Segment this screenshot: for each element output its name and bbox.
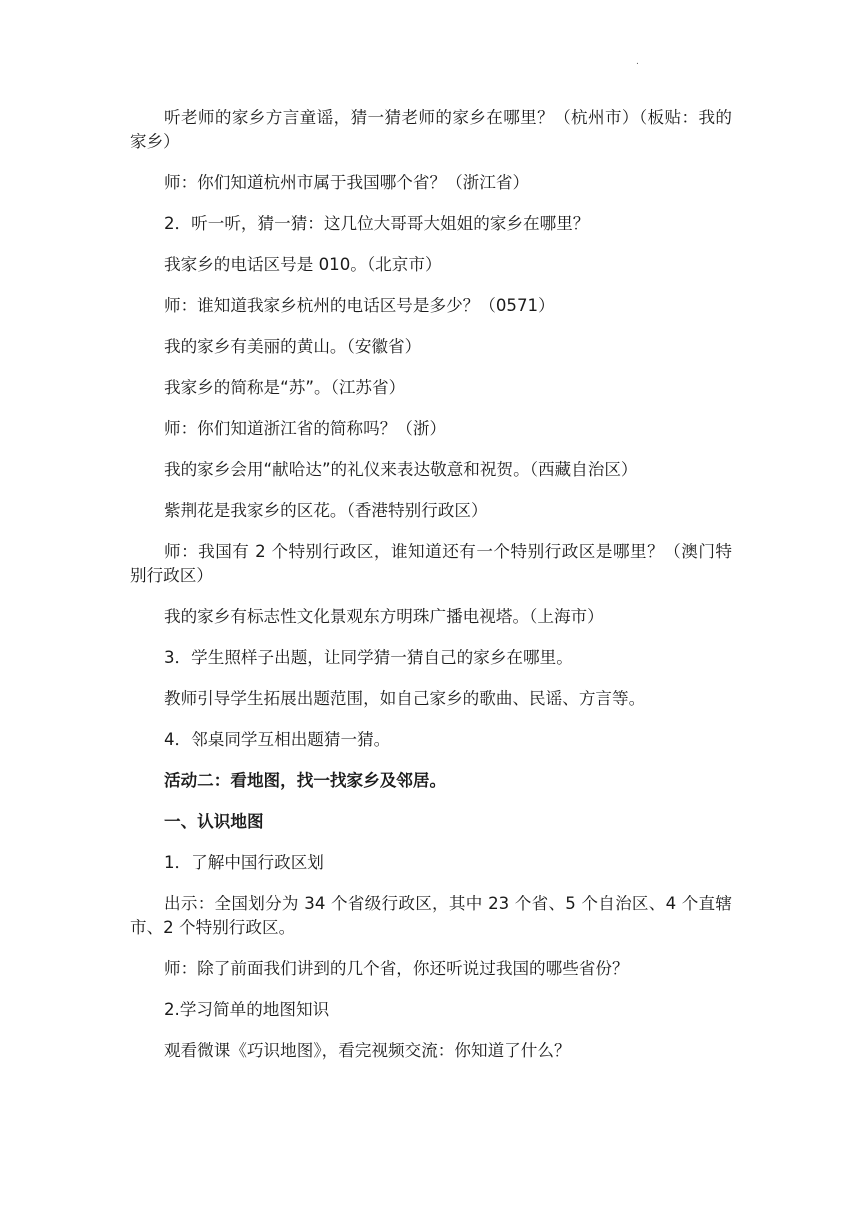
paragraph-special-regions: 师：我国有 2 个特别行政区，谁知道还有一个特别行政区是哪里？（澳门特别行政区） — [130, 542, 732, 585]
paragraph-oriental-pearl: 我的家乡有标志性文化景观东方明珠广播电视塔。（上海市） — [164, 607, 604, 626]
paragraph-other-provinces: 师：除了前面我们讲到的几个省，你还听说过我国的哪些省份？ — [164, 959, 629, 978]
document-body — [130, 106, 732, 1080]
paragraph-listen-guess: 2．听一听，猜一猜：这几位大哥哥大姐姐的家乡在哪里？ — [164, 214, 590, 233]
header-mark: . — [636, 57, 639, 67]
paragraph-student-questions: 3．学生照样子出题，让同学猜一猜自己的家乡在哪里。 — [164, 648, 573, 667]
paragraph-deskmates: 4．邻桌同学互相出题猜一猜。 — [164, 730, 391, 749]
paragraph-zhe: 师：你们知道浙江省的简称吗？（浙） — [164, 419, 447, 438]
paragraph-admin-divisions: 1．了解中国行政区划 — [164, 853, 324, 872]
paragraph-area-code-hangzhou: 师：谁知道我家乡杭州的电话区号是多少？（0571） — [164, 296, 555, 315]
paragraph-dialect-rhyme: 听老师的家乡方言童谣，猜一猜老师的家乡在哪里？（杭州市）（板贴：我的家乡） — [130, 108, 732, 151]
paragraph-huangshan: 我的家乡有美丽的黄山。（安徽省） — [164, 337, 422, 356]
paragraph-su: 我家乡的简称是“苏”。（江苏省） — [164, 378, 406, 397]
paragraph-map-knowledge: 2.学习简单的地图知识 — [164, 1000, 330, 1019]
paragraph-hada: 我的家乡会用“献哈达”的礼仪来表达敬意和祝贺。（西藏自治区） — [164, 460, 638, 479]
paragraph-34-regions: 出示：全国划分为 34 个省级行政区，其中 23 个省、5 个自治区、4 个直辖市、2 个特别行政区。 — [130, 894, 732, 937]
heading-activity-two: 活动二：看地图，找一找家乡及邻居。 — [164, 771, 447, 790]
paragraph-teacher-guide: 教师引导学生拓展出题范围，如自己家乡的歌曲、民谣、方言等。 — [164, 689, 646, 708]
heading-know-map: 一、认识地图 — [164, 812, 264, 831]
paragraph-micro-lesson: 观看微课《巧识地图》，看完视频交流：你知道了什么？ — [164, 1041, 571, 1060]
paragraph-bauhinia: 紫荆花是我家乡的区花。（香港特别行政区） — [164, 501, 488, 520]
paragraph-area-code-010: 我家乡的电话区号是 010。（北京市） — [164, 255, 442, 274]
paragraph-hangzhou-province: 师：你们知道杭州市属于我国哪个省？（浙江省） — [164, 173, 530, 192]
